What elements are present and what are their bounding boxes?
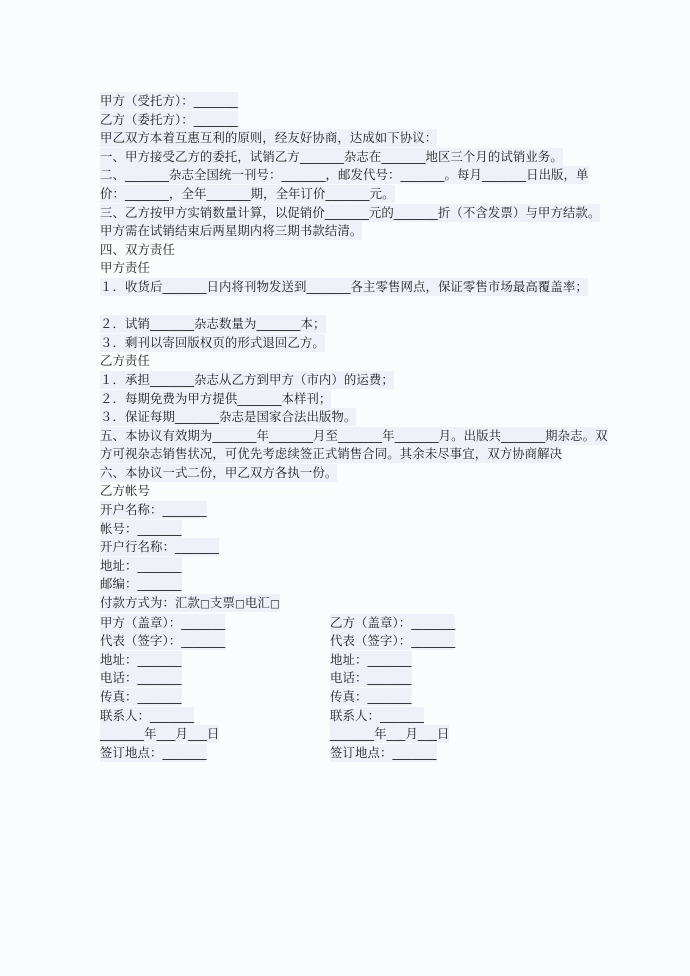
signature-right-date	[330, 725, 610, 744]
signature-right-seal-text: 乙方（盖章）：_______	[330, 614, 456, 630]
checkbox-icon-wire[interactable]: □	[269, 598, 280, 611]
signature-left-phone	[100, 669, 330, 688]
bank-account-name-text: 开户名称：_______	[100, 502, 207, 518]
signature-block	[100, 614, 610, 763]
payment-option-remittance-label: 汇款	[174, 595, 200, 611]
preamble-line	[100, 129, 610, 148]
signature-left-fax	[100, 688, 330, 707]
bank-branch-name-text: 开户行名称：_______	[100, 539, 220, 555]
section-four-heading-text: 四、双方责任	[100, 241, 175, 257]
bank-account-heading-text: 乙方帐号	[100, 483, 150, 499]
bank-account-heading	[100, 482, 610, 501]
signature-left-representative	[100, 632, 330, 651]
signature-right-representative-text: 代表（签字）：_______	[330, 633, 456, 649]
payment-method-group	[100, 594, 280, 612]
signature-left-fax-text: 传真：_______	[100, 689, 182, 704]
party-b-item-3-text: ３．保证每期_______杂志是国家合法出版物。	[100, 409, 357, 425]
signature-left-address-text: 地址：_______	[100, 651, 182, 667]
bank-address-text: 地址：_______	[100, 557, 182, 573]
signature-left-seal-text: 甲方（盖章）：_______	[100, 614, 226, 630]
clause-one-text: 一、甲方接受乙方的委托，试销乙方_______杂志在_______地区三个月的试销业务。	[100, 148, 563, 164]
signature-right-address-text: 地址：_______	[330, 651, 412, 667]
blank-spacer-line	[100, 297, 610, 316]
clause-six-text: 六、本协议一式二份，甲乙双方各执一份。	[100, 464, 338, 480]
party-a-item-1	[100, 278, 610, 297]
signature-right-date-text: _______年___月___日	[330, 726, 450, 742]
signature-left-contact	[100, 707, 330, 726]
party-b-item-2-text: ２．每期免费为甲方提供_______本样刊；	[100, 390, 332, 406]
party-a-responsibility-heading	[100, 259, 610, 278]
payment-option-cheque-label: 支票	[209, 595, 235, 611]
signature-left-place	[100, 744, 330, 763]
party-a-responsibility-heading-text: 甲方责任	[100, 260, 150, 276]
signature-right-place	[330, 744, 610, 763]
party-b-item-3	[100, 408, 610, 427]
signature-left-address	[100, 651, 330, 670]
signature-right-contact-text: 联系人：_______	[330, 707, 425, 723]
party-a-item-3	[100, 334, 610, 353]
party-a-item-2	[100, 315, 610, 334]
clause-two-text: 二、_______杂志全国统一刊号：_______，邮发代号：_______。每月_______日出版，单价：_______，全年_______期，全年订价_______元。	[100, 167, 589, 201]
clause-six	[100, 464, 610, 483]
clause-five-text: 五、本协议有效期为_______年_______月至_______年_______月。出版共_______期杂志。双方可视杂志销售状况，可优先考虑续签正式销售合同。其余未尽事宜，双方协商解决	[100, 427, 608, 462]
signature-right-contact	[330, 707, 610, 726]
party-b-item-1	[100, 371, 610, 390]
party-b-text: 乙方（委托方）：_______	[100, 111, 238, 127]
signature-left-date	[100, 725, 330, 744]
party-b-line	[100, 111, 610, 130]
signature-left-date-text: _______年___月___日	[100, 726, 220, 742]
party-a-item-1-text: １．收货后_______日内将刊物发送到_______各主零售网点，保证零售市场最高覆盖率；	[100, 278, 588, 294]
payment-option-wire-label: 电汇	[244, 595, 270, 611]
signature-left-phone-text: 电话：_______	[100, 670, 182, 686]
signature-right-representative	[330, 632, 610, 651]
signature-right-fax-text: 传真：_______	[330, 689, 412, 704]
clause-one	[100, 148, 610, 167]
signature-right-place-text: 签订地点：_______	[330, 744, 437, 760]
section-four-heading	[100, 241, 610, 260]
clause-two	[100, 166, 610, 203]
payment-method-row	[100, 594, 610, 614]
signature-right-seal	[330, 614, 610, 633]
checkbox-icon-remittance[interactable]: □	[199, 598, 210, 611]
party-a-item-3-text: ３．剩刊以寄回版权页的形式退回乙方。	[100, 334, 325, 350]
signature-left-contact-text: 联系人：_______	[100, 707, 195, 723]
clause-three-text: 三、乙方按甲方实销数量计算，以促销价_______元的_______折（不含发票）与甲方结款。甲方需在试销结束后两星期内将三期书款结清。	[100, 204, 601, 239]
clause-three	[100, 204, 610, 241]
bank-account-number-row	[100, 520, 610, 539]
bank-postcode-row	[100, 575, 610, 594]
signature-right-address	[330, 651, 610, 670]
signature-right-fax	[330, 688, 610, 707]
party-a-item-2-text: ２．试销_______杂志数量为_______本；	[100, 316, 326, 332]
signature-left-seal	[100, 614, 330, 633]
bank-account-name-row	[100, 501, 610, 520]
checkbox-icon-cheque[interactable]: □	[234, 598, 245, 611]
party-b-item-1-text: １．承担_______杂志从乙方到甲方（市内）的运费；	[100, 371, 394, 387]
party-b-responsibility-heading	[100, 352, 610, 371]
bank-account-number-text: 帐号：_______	[100, 520, 182, 536]
party-b-responsibility-heading-text: 乙方责任	[100, 353, 150, 369]
bank-address-row	[100, 557, 610, 576]
payment-method-label: 付款方式为：	[100, 595, 175, 611]
signature-left-place-text: 签订地点：_______	[100, 744, 207, 760]
bank-branch-name-row	[100, 538, 610, 557]
signature-left-representative-text: 代表（签字）：_______	[100, 633, 226, 649]
bank-postcode-text: 邮编：_______	[100, 576, 182, 592]
signature-right-phone	[330, 669, 610, 688]
party-a-line	[100, 92, 610, 111]
clause-five	[100, 427, 610, 464]
contract-body	[100, 92, 610, 762]
party-a-text: 甲方（受托方）：_______	[100, 93, 238, 108]
preamble-text: 甲乙双方本着互惠互利的原则，经友好协商，达成如下协议：	[100, 130, 438, 146]
signature-right-phone-text: 电话：_______	[330, 670, 412, 686]
party-b-item-2	[100, 390, 610, 409]
